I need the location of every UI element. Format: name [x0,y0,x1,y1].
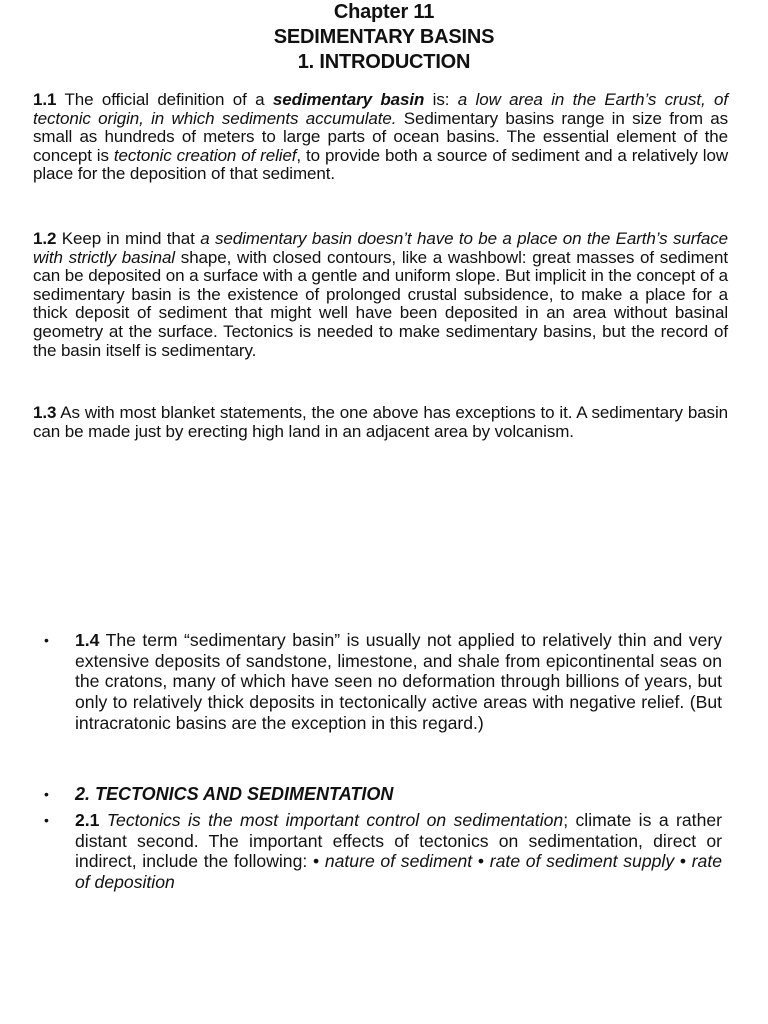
list-item-emphasis: nature of sediment [324,851,473,872]
paragraph-text [99,810,106,830]
paragraph-text: ; climate is a rather distant second. The important effects of tectonics on sedimentation, direct or indirect, include the following: • [75,810,722,872]
paragraph-text: The official definition of a [56,90,273,109]
paragraph-text: shape, with closed contours, like a washbowl: great masses of sediment can be deposited on a surface with a gentle and uniform slope. But implicit in the concept of a sedimentary basin is the existence of prolonged crustal subsidence, to make a place for a thick deposit of sediment that might well have been deposited in an area without basinal geometry at the surface. Tectonics is needed to make sedimentary basins, but the record of the basin itself is sedimentary. [33,247,728,360]
list-item-emphasis: rate of sediment supply [489,851,675,872]
paragraph-text: • [472,851,490,872]
definition-emphasis: a low area in the Earth’s crust, of tectonic origin, in which sediments accumulate. [33,90,729,128]
chapter-number: Chapter 11 [333,1,435,23]
phrase-emphasis: a sedimentary basin doesn’t have to be a place on the Earth’s surface with strictly basinal [33,229,728,267]
bullet-marker: • [44,812,49,828]
section-heading: 1. INTRODUCTION [297,51,471,73]
paragraph-text: Keep in mind that [56,229,201,248]
list-item-emphasis: rate of deposition [75,851,723,893]
paragraph-1-3 [33,404,728,441]
paragraph-number: 1.1 [33,90,57,109]
chapter-title: SEDIMENTARY BASINS [273,26,495,48]
paragraph-1-2 [33,230,728,360]
paragraph-text: As with most blanket statements, the one above has exceptions to it. A sedimentary basin can be made just by erecting high land in an adjacent area by volcanism. [33,403,728,441]
bullet-paragraph-2-1 [75,810,722,893]
paragraph-number: 1.2 [33,229,57,248]
chapter-headings [0,0,768,75]
phrase-emphasis: tectonic creation of relief [113,145,297,165]
term-emphasis: sedimentary basin [272,90,425,109]
paragraph-text: The term “sedimentary basin” is usually not applied to relatively thin and very extensive deposits of sandstone, limestone, and shale from epicontinental seas on the cratons, many of which have seen no deformation through billions of years, but only to relatively thick deposits in tectonically active areas with negative relief. (But intracratonic basins are the exception in this regard.) [75,630,722,733]
paragraph-text: Sedimentary basins range in size from as small as hundreds of meters to large parts of ocean basins. The essential element of the concept is [33,108,728,165]
bullet-marker: • [44,786,49,802]
bullet-paragraph-1-4 [75,630,722,734]
paragraph-text: • [674,851,692,872]
paragraph-1-1 [33,91,728,184]
phrase-emphasis: Tectonics is the most important control on sedimentation [106,810,564,830]
section-2-title: 2. TECTONICS AND SEDIMENTATION [75,784,394,804]
paragraph-text: is: [424,90,458,109]
paragraph-number: 1.3 [33,403,57,422]
bullet-section-heading [75,784,722,805]
bullet-marker: • [44,632,49,648]
paragraph-text: , to provide both a source of sediment and a relatively low place for the deposition of that sediment. [33,145,728,184]
paragraph-number: 2.1 [75,810,100,830]
paragraph-number: 1.4 [75,630,100,650]
